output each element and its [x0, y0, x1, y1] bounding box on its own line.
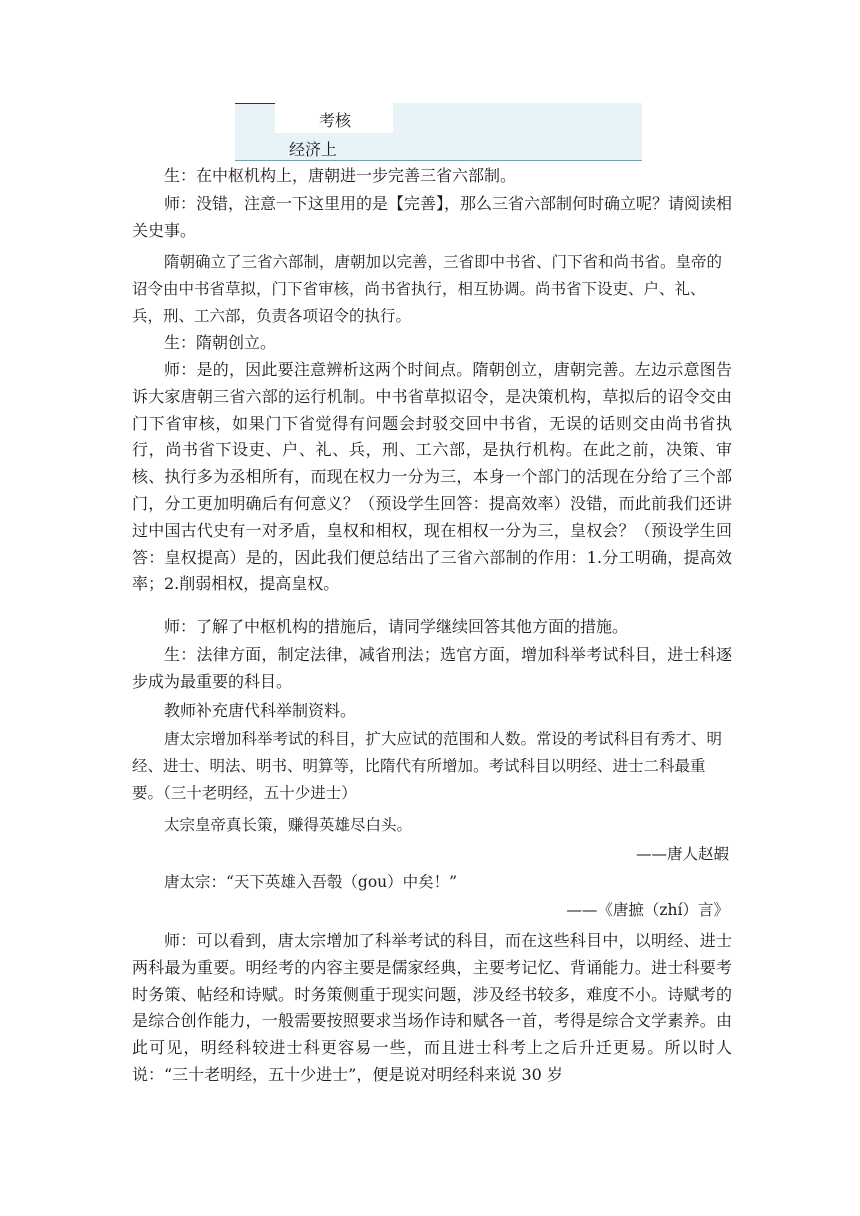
table-cell-jingji: 经济上 — [289, 140, 338, 159]
table-top-rule — [235, 103, 275, 104]
table-fragment — [235, 103, 642, 161]
quote-keju: 唐太宗增加科举考试的科目，扩大应试的范围和人数。常设的考试科目有秀才、明经、进士、明法、明书、明算等，比隋代有所增加。考试科目以明经、进士二科最重要。（三十老明经，五十少进士） — [132, 730, 723, 802]
paragraph-student-2: 生：隋朝创立。 — [164, 333, 277, 352]
quote-sui-tang: 隋朝确立了三省六部制，唐朝加以完善，三省即中书省、门下省和尚书省。皇帝的诏令由中书省草拟，门下省审核，尚书省执行，相互协调。尚书省下设吏、户、礼、兵，刑、工六部，负责各项诏令的执行。 — [132, 253, 723, 325]
paragraph-teacher-note: 教师补充唐代科举制资料。 — [164, 701, 357, 720]
paragraph-teacher-4: 师：可以看到，唐太宗增加了科举考试的科目，而在这些科目中，以明经、进士两科最为重要。明经考的内容主要是儒家经典，主要考记忆、背诵能力。进士科要考时务策、帖经和诗赋。时务策侧重于现实问题，涉及经书较多，难度不小。诗赋考的是综合创作能力，一般需要按照要求当场作诗和赋各一首，考得是综合文学素养。由此可见，明经科较进士科更容易一些，而且进士科考上之后升迁更易。所以时人说：“三十老明经，五十少进士”，便是说对明经科来说 30 岁 — [132, 931, 732, 1084]
source-tangzhiyan: ——《唐摭（zhí）言》 — [566, 901, 729, 919]
table-cell-kaohe: 考核 — [319, 111, 352, 130]
table-bottom-rule — [235, 160, 642, 161]
source-zhao-gu: ——唐人赵嘏 — [635, 845, 729, 863]
paragraph-teacher-1: 师：没错，注意一下这里用的是【完善】，那么三省六部制何时确立呢？请阅读相关史事。 — [132, 194, 733, 240]
paragraph-teacher-3: 师：了解了中枢机构的措施后，请同学继续回答其他方面的措施。 — [164, 617, 629, 636]
paragraph-student-3: 生：法律方面，制定法律，减省刑法；选官方面，增加科举考试科目，进士科逐步成为最重要的科目。 — [132, 645, 732, 691]
quote-taizong: 唐太宗：“天下英雄入吾彀（gou）中矣！” — [164, 873, 458, 891]
paragraph-teacher-2: 师：是的，因此要注意辨析这两个时间点。隋朝创立，唐朝完善。左边示意图告诉大家唐朝三省六部的运行机制。中书省草拟诏令，是决策机构，草拟后的诏令交由门下省审核，如果门下省觉得有问题会封驳交回中书省，无误的话则交由尚书省执行，尚书省下设吏、户、礼、兵，刑、工六部，是执行机构。在此之前，决策、审核、执行多为丞相所有，而现在权力一分为三，本身一个部门的活现在分给了三个部门，分工更加明确后有何意义？（预设学生回答：提高效率）没错，而此前我们还讲过中国古代史有一对矛盾，皇权和相权，现在相权一分为三，皇权会？（预设学生回答：皇权提高）是的，因此我们便总结出了三省六部制的作用：1.分工明确，提高效率；2.削弱相权，提高皇权。 — [132, 360, 732, 594]
paragraph-student-1: 生：在中枢机构上，唐朝进一步完善三省六部制。 — [164, 166, 517, 185]
quote-poem: 太宗皇帝真长策，赚得英雄尽白头。 — [164, 816, 413, 834]
